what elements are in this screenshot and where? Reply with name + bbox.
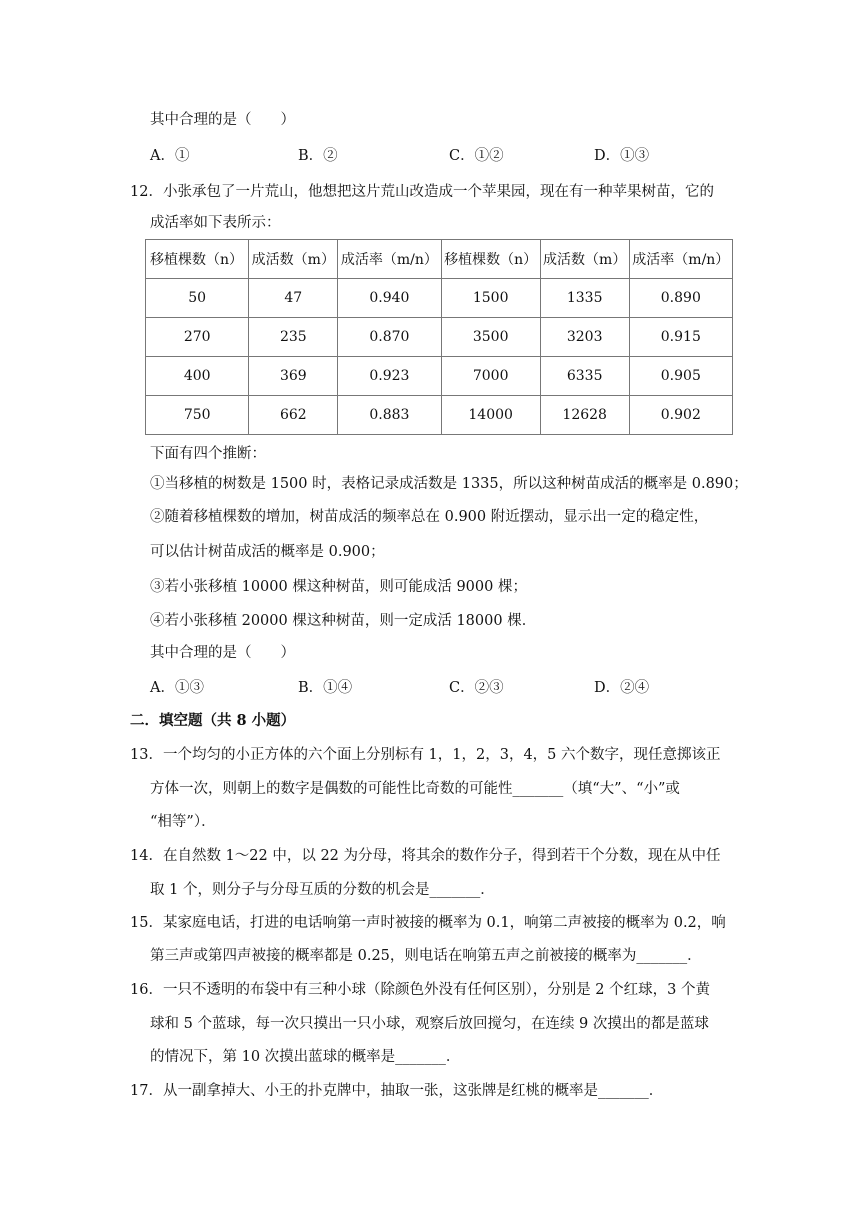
table-cell: 270: [146, 318, 249, 357]
table-row: [146, 396, 733, 435]
table-header-cell: 移植棵数（n）: [146, 240, 249, 279]
table-cell: 750: [146, 396, 249, 435]
table-cell: 662: [249, 396, 338, 435]
q12-stem-line2: 成活率如下表所示：: [150, 215, 281, 231]
table-cell: 6335: [540, 357, 629, 396]
q12-inference-2a: ②随着移植棵数的增加，树苗成活的频率总在 0.900 附近摆动，显示出一定的稳定性，: [150, 509, 709, 525]
q13-line2: 方体一次，则朝上的数字是偶数的可能性比奇数的可能性_______（填“大”、“小”或: [150, 781, 680, 797]
table-row: [146, 279, 733, 318]
q12-option-c: C．②③: [449, 680, 504, 696]
q11-option-d: D．①③: [594, 148, 650, 164]
q12-option-b: B．①④: [298, 680, 353, 696]
table-cell: 400: [146, 357, 249, 396]
table-header-cell: 成活率（m/n）: [338, 240, 441, 279]
table-cell: 0.905: [629, 357, 732, 396]
table-cell: 12628: [540, 396, 629, 435]
q16-line2: 球和 5 个蓝球，每一次只摸出一只小球，观察后放回搅匀，在连续 9 次摸出的都是蓝球: [150, 1016, 709, 1032]
q12-inference-2b: 可以估计树苗成活的概率是 0.900；: [150, 544, 385, 560]
table-header-cell: 移植棵数（n）: [441, 240, 540, 279]
table-cell: 0.902: [629, 396, 732, 435]
q16-line3: 的情况下，第 10 次摸出蓝球的概率是_______．: [150, 1049, 461, 1065]
q16-line1: 16．一只不透明的布袋中有三种小球（除颜色外没有任何区别），分别是 2 个红球，3 个黄: [130, 982, 710, 998]
q11-option-b: B．②: [298, 148, 338, 164]
table-cell: 7000: [441, 357, 540, 396]
q15-line1: 15．某家庭电话，打进的电话响第一声时被接的概率为 0.1，响第二声被接的概率为 0.2，响: [130, 915, 726, 931]
table-header-cell: 成活数（m）: [540, 240, 629, 279]
table-cell: 50: [146, 279, 249, 318]
table-header-row: [146, 240, 733, 279]
section-heading: 二．填空题（共 8 小题）: [130, 712, 296, 729]
table-cell: 0.940: [338, 279, 441, 318]
table-row: [146, 357, 733, 396]
table-cell: 47: [249, 279, 338, 318]
table-row: [146, 318, 733, 357]
q12-inference-3: ③若小张移植 10000 棵这种树苗，则可能成活 9000 棵；: [150, 579, 527, 595]
q17-line1: 17．从一副拿掉大、小王的扑克牌中，抽取一张，这张牌是红桃的概率是_______．: [130, 1083, 664, 1099]
table-cell: 0.915: [629, 318, 732, 357]
table-header-cell: 成活率（m/n）: [629, 240, 732, 279]
q12-option-d: D．②④: [594, 680, 650, 696]
table-cell: 0.923: [338, 357, 441, 396]
q12-inference-4: ④若小张移植 20000 棵这种树苗，则一定成活 18000 棵．: [150, 613, 537, 629]
table-cell: 1335: [540, 279, 629, 318]
q12-intro: 下面有四个推断：: [150, 446, 266, 462]
q11-option-a: A．①: [150, 148, 190, 164]
q15-line2: 第三声或第四声被接的概率都是 0.25，则电话在响第五声之前被接的概率为_______．: [150, 948, 702, 964]
q12-option-a: A．①③: [150, 680, 204, 696]
table-cell: 1500: [441, 279, 540, 318]
table-cell: 0.883: [338, 396, 441, 435]
table-cell: 0.890: [629, 279, 732, 318]
q13-line3: “相等”）．: [150, 814, 216, 830]
table-cell: 3203: [540, 318, 629, 357]
q12-inference-1: ①当移植的树数是 1500 时，表格记录成活数是 1335，所以这种树苗成活的概率是 0.890；: [150, 476, 748, 492]
table-cell: 235: [249, 318, 338, 357]
table-cell: 3500: [441, 318, 540, 357]
q11-prompt: 其中合理的是（ ）: [150, 112, 295, 128]
table-header-cell: 成活数（m）: [249, 240, 338, 279]
survival-rate-table: [145, 239, 733, 435]
table-cell: 0.870: [338, 318, 441, 357]
q12-prompt: 其中合理的是（ ）: [150, 645, 295, 661]
q14-line2: 取 1 个，则分子与分母互质的分数的机会是_______．: [150, 882, 495, 898]
q11-option-c: C．①②: [449, 148, 504, 164]
table-cell: 369: [249, 357, 338, 396]
table-cell: 14000: [441, 396, 540, 435]
q13-line1: 13．一个均匀的小正方体的六个面上分别标有 1，1，2，3，4，5 六个数字，现任意掷该正: [130, 747, 721, 763]
q12-stem-line1: 12．小张承包了一片荒山，他想把这片荒山改造成一个苹果园，现在有一种苹果树苗，它的: [130, 184, 714, 200]
q14-line1: 14．在自然数 1～22 中，以 22 为分母，将其余的数作分子，得到若干个分数，现在从中任: [130, 848, 721, 864]
